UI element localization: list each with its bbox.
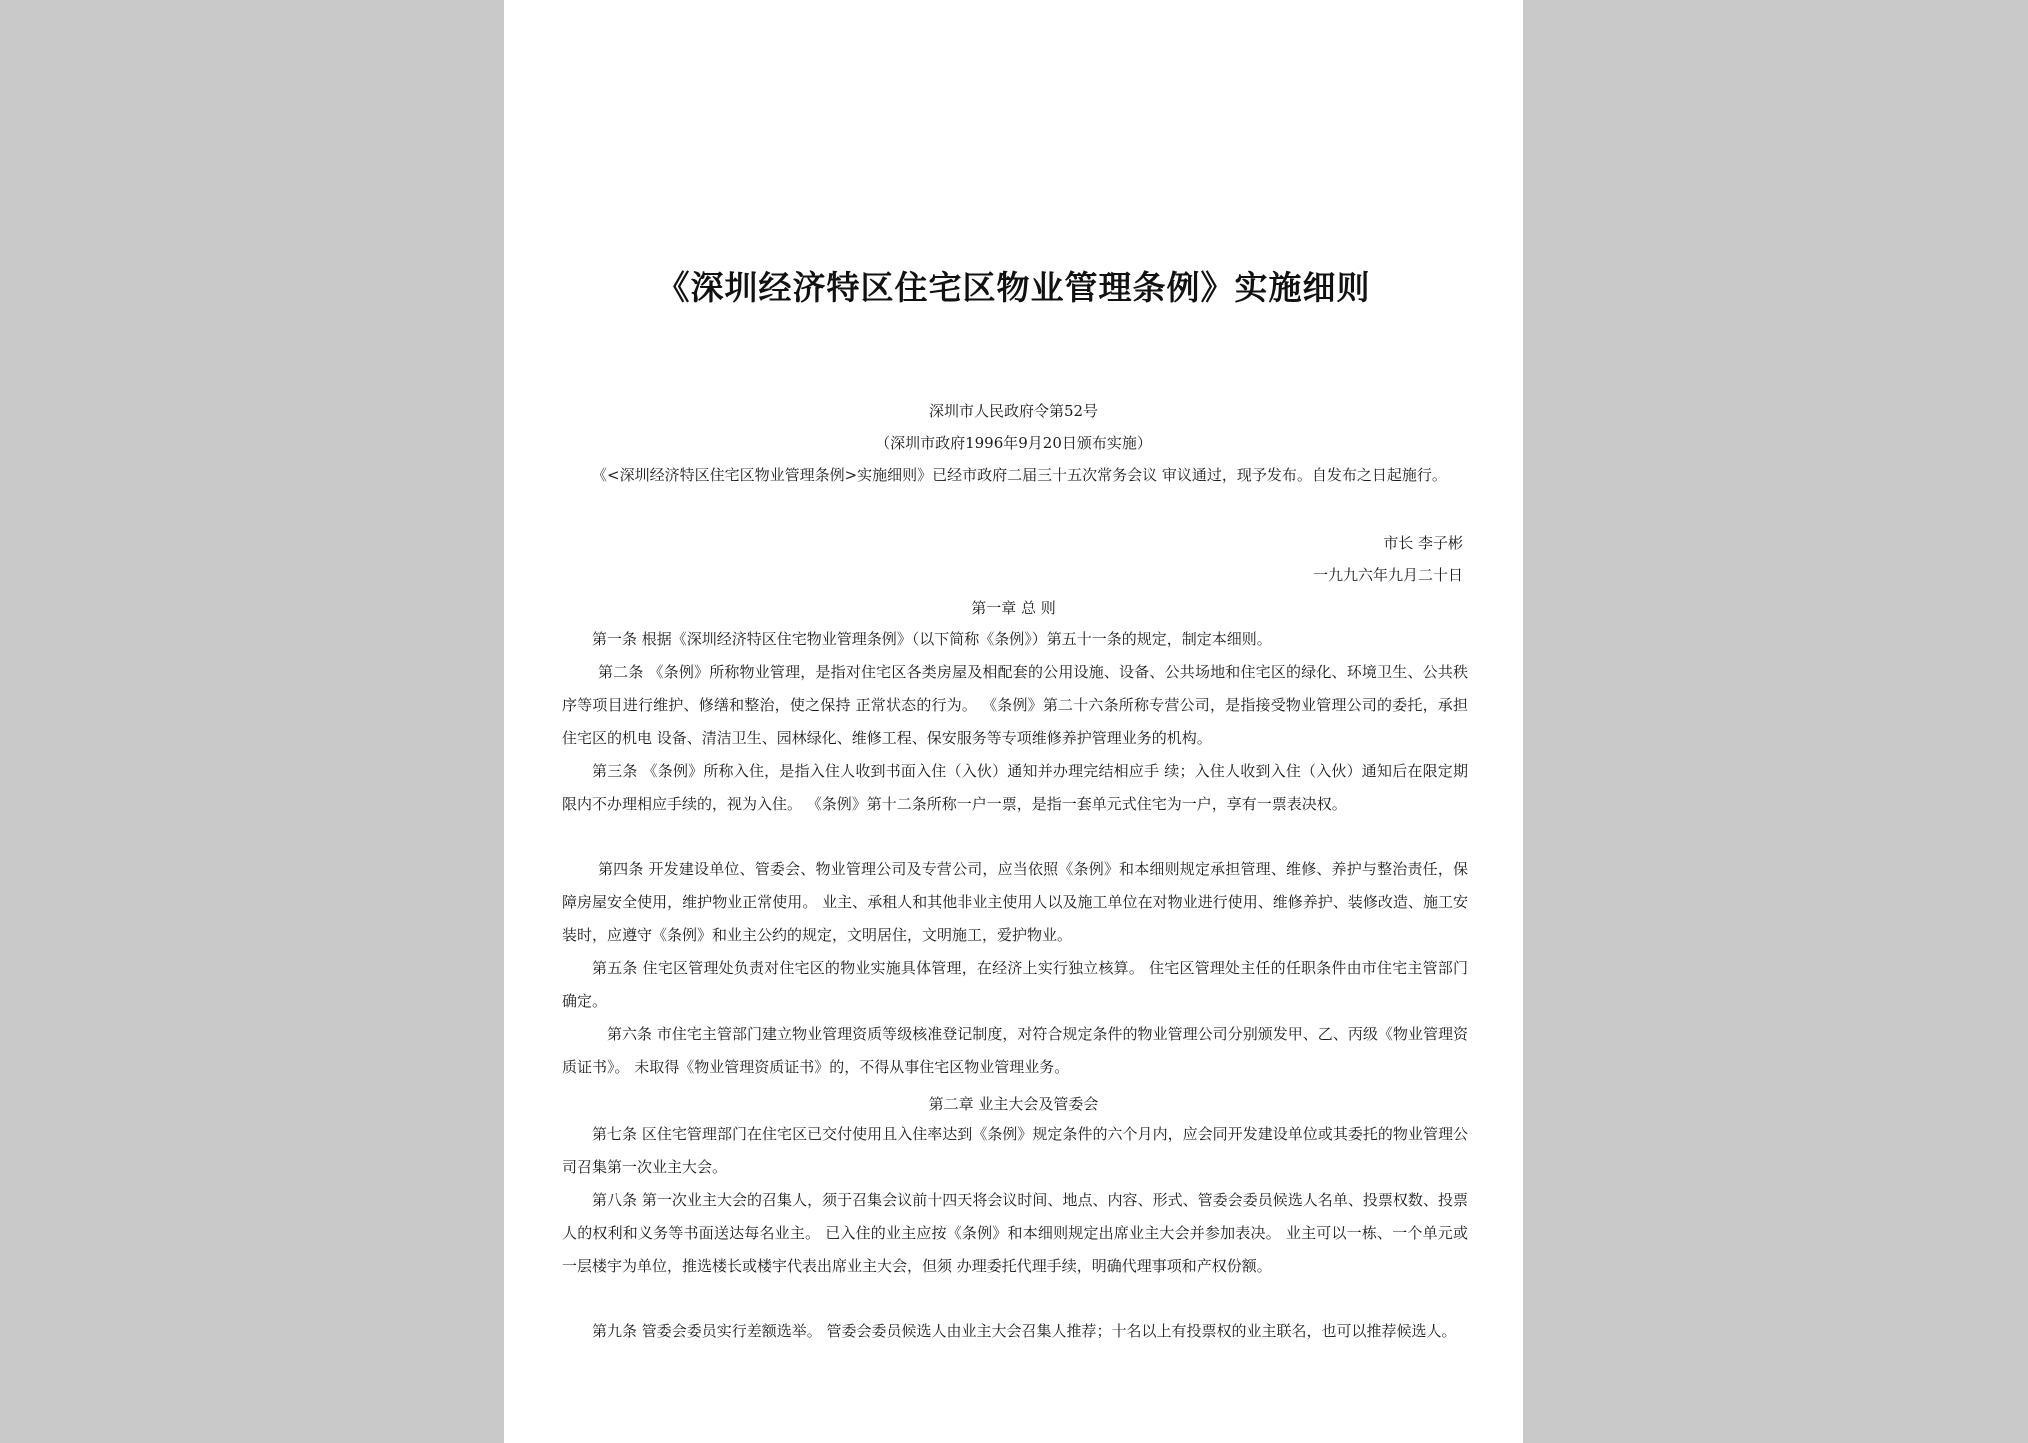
article-7: 第七条 区住宅管理部门在住宅区已交付使用且入住率达到《条例》规定条件的六个月内，应会同开发建设单位或其委托的物业管理公司召集第一次业主大会。	[562, 1125, 1468, 1176]
document-page	[504, 0, 1523, 1443]
preamble-paragraph: 《<深圳经济特区住宅区物业管理条例>实施细则》已经市政府二届三十五次常务会议 审议通过，现予发布。自发布之日起施行。	[592, 466, 1447, 484]
article-5: 第五条 住宅区管理处负责对住宅区的物业实施具体管理，在经济上实行独立核算。 住宅区管理处主任的任职条件由市住宅主管部门确定。	[562, 959, 1468, 1010]
chapter-2-heading: 第二章 业主大会及管委会	[928, 1095, 1099, 1113]
decree-number: 深圳市人民政府令第52号	[928, 402, 1099, 420]
article-8: 第八条 第一次业主大会的召集人，须于召集会议前十四天将会议时间、地点、内容、形式、管委会委员候选人名单、投票权数、投票人的权利和义务等书面送达每名业主。 已入住的业主应按《条例》和本细则规定出席业主大会并参加表决。 业主可以一栋、一个单元或一层楼宇为单位，推选楼长或楼宇代表出席业主大会，但须 办理委托代理手续，明确代理事项和产权份额。	[562, 1191, 1468, 1275]
article-4: 第四条 开发建设单位、管委会、物业管理公司及专营公司，应当依照《条例》和本细则规定承担管理、维修、养护与整治责任，保障房屋安全使用，维护物业正常使用。 业主、承租人和其他非业主使用人以及施工单位在对物业进行使用、维修养护、装修改造、施工安装时，应遵守《条例》和业主公约的规定，文明居住，文明施工，爱护物业。	[562, 860, 1468, 944]
signatory: 市长 李子彬	[1383, 534, 1463, 552]
article-6: 第六条 市住宅主管部门建立物业管理资质等级核准登记制度，对符合规定条件的物业管理公司分别颁发甲、乙、丙级《物业管理资质证书》。 未取得《物业管理资质证书》的，不得从事住宅区物业管理业务。	[562, 1025, 1468, 1076]
article-1: 第一条 根据《深圳经济特区住宅物业管理条例》（以下简称《条例》）第五十一条的规定，制定本细则。	[592, 630, 1272, 648]
article-2: 第二条 《条例》所称物业管理，是指对住宅区各类房屋及相配套的公用设施、设备、公共场地和住宅区的绿化、环境卫生、公共秩序等项目进行维护、修缮和整治，使之保持 正常状态的行为。 《条例》第二十六条所称专营公司，是指接受物业管理公司的委托，承担住宅区的机电 设备、清洁卫生、园林绿化、维修工程、保安服务等专项维修养护管理业务的机构。	[562, 663, 1468, 747]
signing-date: 一九九六年九月二十日	[1312, 566, 1463, 584]
article-3: 第三条 《条例》所称入住，是指入住人收到书面入住（入伙）通知并办理完结相应手 续；入住人收到入住（入伙）通知后在限定期限内不办理相应手续的，视为入住。 《条例》第十二条所称一户一票，是指一套单元式住宅为一户，享有一票表决权。	[562, 762, 1468, 813]
document-title: 《深圳经济特区住宅区物业管理条例》实施细则	[656, 268, 1371, 307]
issue-note: （深圳市政府1996年9月20日颁布实施）	[875, 434, 1152, 452]
article-9: 第九条 管委会委员实行差额选举。 管委会委员候选人由业主大会召集人推荐；十名以上有投票权的业主联名，也可以推荐候选人。	[592, 1322, 1457, 1340]
chapter-1-heading: 第一章 总 则	[971, 599, 1056, 617]
